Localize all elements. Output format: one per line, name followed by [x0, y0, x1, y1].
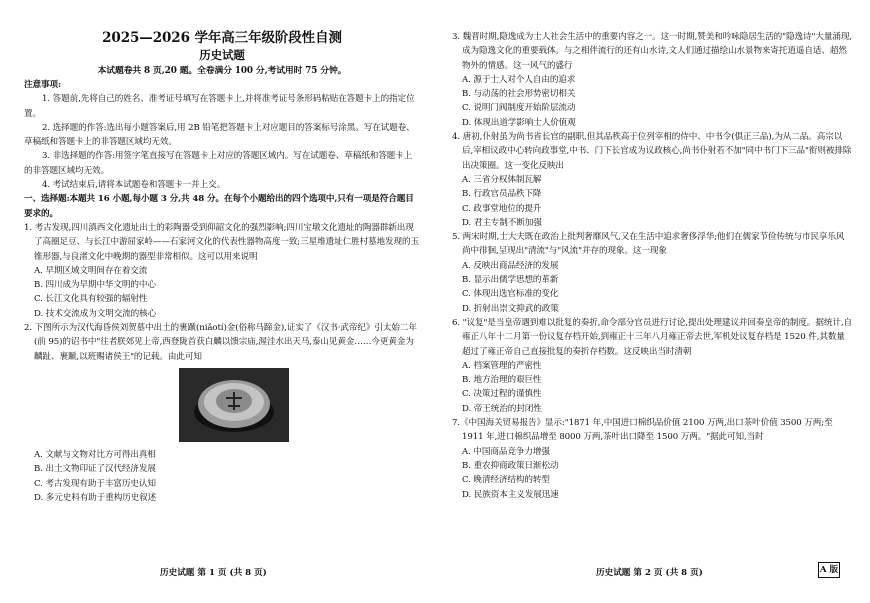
option-d: D. 帝王统治的封闭性	[462, 403, 542, 414]
left-column	[24, 0, 420, 505]
exam-title: 2025—2026 学年高三年级阶段性自测	[102, 30, 342, 46]
notice-heading: 注意事项:	[24, 80, 62, 90]
question-stem: 6. "议复"是当皇帝遇到难以批复的奏折,命令部分官员进行讨论,提出处理建议并回奏皇帝的制度。据统计,自雍正八年十二月第一份议复存档开始,到雍正十三年八月雍正帝去世,军机处议复存档是 1520 件,其数量超过了雍正帝自己直接批复的奏折存档数。这反映出当时清朝	[452, 317, 852, 357]
option-c: C. 长江文化具有较强的辐射性	[34, 294, 148, 305]
question-stem: 2. 下图所示为汉代海昏侯刘贺墓中出土的裹蹏(niǎotí)金(俗称马蹄金),证实了《汉书·武帝纪》引太始二年(前 95)的诏书中"往者朕郊见上帝,西登陇首获白麟以馈宗庙,渥洼水出天马,泰山见黄金……今更黄金为麟趾、裹蹏,以班赐诸侯王"的记载。由此可知	[24, 323, 417, 362]
option-c: C. 政事堂地位的提升	[462, 203, 542, 214]
option-d: D. 体现出道学影响士人价值观	[462, 117, 576, 128]
option-c: C. 晚清经济结构的转型	[462, 475, 550, 486]
notice-item: 3. 非选择题的作答:用签字笔直接写在答题卡上对应的答题区域内。写在试题卷、草稿纸和答题卡上的非答题区域均无效。	[24, 151, 413, 176]
option-b: B. 显示出儒学思想的革新	[462, 275, 559, 286]
option-a: A. 中国商品竞争力增强	[462, 446, 550, 457]
question-stem: 4. 唐初,仆射虽为尚书省长官的副职,但其品秩高于位列宰相的侍中、中书令(俱正三品),为从二品。高宗以后,宰相议政中心转向政事堂,中书、门下长官成为议政核心,尚书仆射若不加"同中书门下三品"衔则被排除出决策圈。这一变化反映出	[452, 132, 852, 171]
notice-item: 2. 选择题的作答:选出每小题答案后,用 2B 铅笔把答题卡上对应题目的答案标号涂黑。写在试题卷、草稿纸和答题卡上的非答题区域均无效。	[24, 122, 415, 148]
question-stem: 5. 两宋时期,士大夫既在政治上批判奢靡风气,又在生活中追求奢侈浮华;他们在儒家节俭传统与市民享乐风尚中徘徊,呈现出"清流"与"风流"并存的现象。这一现象	[452, 232, 845, 257]
option-a: A. 三省分权体制瓦解	[462, 174, 542, 185]
gold-hoof-photo	[179, 368, 289, 442]
question-3	[452, 30, 852, 130]
question-4	[452, 130, 852, 230]
option-d: D. 折射出崇文抑武的政策	[462, 303, 559, 314]
option-d: D. 民族资本主义发展迅速	[462, 489, 559, 500]
notice-item: 1. 答题前,先将自己的姓名、准考证号填写在答题卡上,并将准考证号条形码粘贴在答题卡上的指定位置。	[24, 94, 415, 119]
option-d: D. 君主专制不断加强	[462, 217, 542, 228]
option-c: C. 决策过程的谨慎性	[462, 389, 542, 400]
option-a: A. 档案管理的严密性	[462, 360, 542, 371]
option-a: A. 早期区域文明间存在着交流	[34, 265, 148, 276]
question-stem: 7.《中国海关贸易报告》显示:"1871 年,中国进口棉织品价值 2100 万两,出口茶叶价值 3500 万两;至 1911 年,进口棉织品增至 8000 万两,茶叶出口降至 1500 万两。"据此可知,当时	[452, 418, 833, 443]
page-footer-right: 历史试题 第 2 页 (共 8 页)	[596, 568, 703, 578]
option-a: A. 反映出商品经济的发展	[462, 260, 559, 271]
notice-item: 4. 考试结束后,请将本试题卷和答题卡一并上交。	[42, 180, 226, 191]
subject-title: 历史试题	[199, 48, 245, 62]
option-c: C. 考古发现有助于丰富历史认知	[34, 478, 156, 489]
version-badge: A 版	[818, 562, 840, 578]
question-stem: 1. 考古发现,四川滇西文化遗址出土的彩陶器受到仰韶文化的强烈影响;四川宝墩文化遗址的陶器群新出现了高圈足豆、与长江中游屈家岭——石家河文化的代表性器物高度一致;三星堆遗址仁胜村墓地发现的玉锥形器,与良渚文化中晚期的器型非常相似。这可以用来说明	[24, 222, 420, 262]
option-c: C. 说明门阀制度开始阶层流动	[462, 103, 576, 114]
option-a: A. 文献与文物对比方可得出真相	[34, 449, 156, 460]
question-7	[452, 416, 852, 502]
option-b: B. 重农抑商政策日渐松动	[462, 460, 559, 471]
option-c: C. 体现出选官标准的变化	[462, 289, 559, 300]
option-d: D. 多元史料有助于重构历史叙述	[34, 492, 157, 503]
question-2	[24, 321, 420, 505]
option-b: B. 出土文物印证了汉代经济发展	[34, 464, 156, 475]
section-heading: 一、选择题:本题共 16 小题,每小题 3 分,共 48 分。在每个小题给出的四个选项中,只有一项是符合题目要求的。	[24, 194, 414, 219]
option-b: B. 与动荡的社会形势密切相关	[462, 89, 576, 100]
option-b: B. 四川成为早期中华文明的中心	[34, 280, 156, 291]
question-stem: 3. 魏晋时期,隐逸成为士人社会生活中的重要内容之一。这一时期,赞美和吟咏隐居生活的"隐逸诗"大量涌现,成为隐逸文化的重要载体。与之相伴流行的还有山水诗,文人们通过描绘山水景物来寄托逍遥自适、超然物外的情感。这一风气的盛行	[452, 32, 852, 71]
right-column	[452, 30, 852, 502]
question-5	[452, 230, 852, 316]
question-6	[452, 316, 852, 416]
question-1	[24, 221, 420, 321]
exam-info: 本试题卷共 8 页,20 题。全卷满分 100 分,考试用时 75 分钟。	[97, 66, 347, 76]
page-footer-left: 历史试题 第 1 页 (共 8 页)	[160, 568, 267, 578]
option-b: B. 行政官员品秩下降	[462, 189, 542, 200]
option-a: A. 源于士人对个人自由的追求	[462, 74, 576, 85]
option-d: D. 技术交流成为文明交流的核心	[34, 308, 157, 319]
option-b: B. 地方治理的艰巨性	[462, 375, 542, 386]
